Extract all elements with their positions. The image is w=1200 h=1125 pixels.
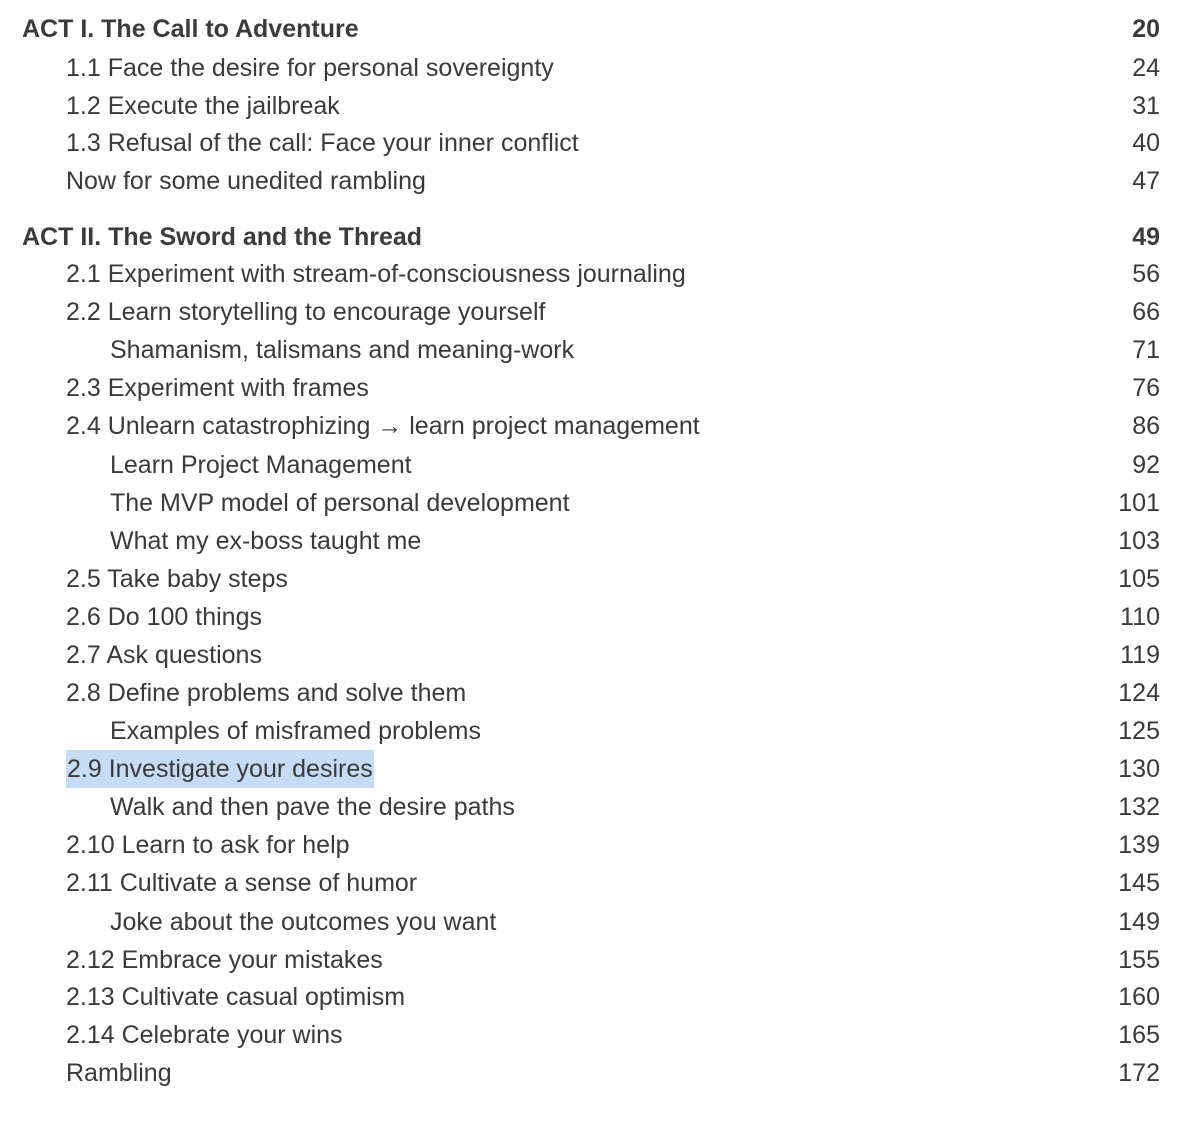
- toc-entry-title: Joke about the outcomes you want: [110, 908, 497, 936]
- toc-entry-page: 86: [1132, 412, 1160, 440]
- toc-entry-2-9[interactable]: [0, 750, 1200, 788]
- toc-entry-title: 2.11 Cultivate a sense of humor: [66, 869, 418, 897]
- toc-entry-page: 20: [1132, 15, 1160, 43]
- toc-entry-learn-pm[interactable]: [0, 446, 1200, 484]
- toc-entry-ex-boss[interactable]: [0, 522, 1200, 560]
- toc-entry-title: 2.5 Take baby steps: [66, 565, 288, 593]
- toc-entry-page: 149: [1118, 908, 1160, 936]
- toc-entry-2-13[interactable]: [0, 978, 1200, 1016]
- toc-entry-page: 172: [1118, 1059, 1160, 1087]
- toc-entry-title: 2.1 Experiment with stream-of-consciousness journaling: [66, 260, 686, 288]
- toc-entry-page: 71: [1132, 336, 1160, 364]
- toc-entry-1-2[interactable]: [0, 87, 1200, 125]
- toc-entry-title: 2.4 Unlearn catastrophizing → learn project management: [66, 412, 700, 440]
- toc-entry-2-10[interactable]: [0, 826, 1200, 864]
- toc-entry-page: 31: [1132, 92, 1160, 120]
- toc-entry-page: 119: [1120, 641, 1160, 669]
- toc-entry-page: 24: [1132, 54, 1160, 82]
- toc-entry-page: 47: [1132, 167, 1160, 195]
- toc-entry-2-12[interactable]: [0, 941, 1200, 979]
- toc-entry-page: 125: [1118, 717, 1160, 745]
- toc-entry-page: 103: [1118, 527, 1160, 555]
- toc-entry-title: 1.2 Execute the jailbreak: [66, 92, 340, 120]
- toc-entry-title: Rambling: [66, 1059, 172, 1087]
- toc-entry-2-7[interactable]: [0, 636, 1200, 674]
- toc-entry-2-1[interactable]: [0, 255, 1200, 293]
- toc-entry-page: 66: [1132, 298, 1160, 326]
- toc-entry-title: Now for some unedited rambling: [66, 167, 426, 195]
- toc-entry-title: ACT II. The Sword and the Thread: [22, 223, 423, 251]
- toc-entry-title-selected: 2.9 Investigate your desires: [66, 750, 374, 788]
- toc-entry-title: Examples of misframed problems: [110, 717, 481, 745]
- toc-entry-2-2[interactable]: [0, 293, 1200, 331]
- toc-entry-misframed[interactable]: [0, 712, 1200, 750]
- toc-entry-act-2[interactable]: [0, 218, 1200, 256]
- toc-entry-title: ACT I. The Call to Adventure: [22, 15, 359, 43]
- toc-entry-page: 110: [1120, 603, 1160, 631]
- toc-entry-page: 40: [1132, 129, 1160, 157]
- toc-entry-desire-paths[interactable]: [0, 788, 1200, 826]
- toc-entry-title: 2.8 Define problems and solve them: [66, 679, 467, 707]
- toc-entry-2-11[interactable]: [0, 864, 1200, 902]
- toc-entry-title: 1.1 Face the desire for personal sovereignty: [66, 54, 554, 82]
- toc-entry-2-4[interactable]: [0, 407, 1200, 445]
- toc-entry-title: 2.10 Learn to ask for help: [66, 831, 350, 859]
- toc-entry-title: What my ex-boss taught me: [110, 527, 422, 555]
- toc-entry-title: The MVP model of personal development: [110, 489, 570, 517]
- toc-entry-title: 2.14 Celebrate your wins: [66, 1021, 343, 1049]
- toc-entry-joke-outcomes[interactable]: [0, 903, 1200, 941]
- toc-entry-2-5[interactable]: [0, 560, 1200, 598]
- toc-entry-page: 132: [1118, 793, 1160, 821]
- toc-entry-page: 92: [1132, 451, 1160, 479]
- toc-entry-rambling-act-2[interactable]: [0, 1054, 1200, 1092]
- toc-entry-title: 2.12 Embrace your mistakes: [66, 946, 383, 974]
- toc-entry-page: 124: [1118, 679, 1160, 707]
- toc-entry-shamanism[interactable]: [0, 331, 1200, 369]
- toc-entry-2-3[interactable]: [0, 369, 1200, 407]
- toc-entry-page: 165: [1118, 1021, 1160, 1049]
- toc-entry-act-1[interactable]: [0, 10, 1200, 48]
- toc-entry-title: 2.6 Do 100 things: [66, 603, 262, 631]
- toc-entry-page: 56: [1132, 260, 1160, 288]
- toc-entry-rambling-act-1[interactable]: [0, 162, 1200, 200]
- toc-entry-title: 2.2 Learn storytelling to encourage yourself: [66, 298, 546, 326]
- toc-entry-2-8[interactable]: [0, 674, 1200, 712]
- toc-entry-page: 76: [1132, 374, 1160, 402]
- toc-entry-title: 2.13 Cultivate casual optimism: [66, 983, 406, 1011]
- toc-entry-page: 101: [1118, 489, 1160, 517]
- toc-entry-2-6[interactable]: [0, 598, 1200, 636]
- toc-entry-title: 2.7 Ask questions: [66, 641, 262, 669]
- toc-entry-page: 49: [1132, 223, 1160, 251]
- toc-entry-title: Shamanism, talismans and meaning-work: [110, 336, 575, 364]
- toc-entry-page: 145: [1118, 869, 1160, 897]
- toc-entry-page: 130: [1118, 755, 1160, 783]
- toc-entry-mvp-model[interactable]: [0, 484, 1200, 522]
- toc-entry-title: Walk and then pave the desire paths: [110, 793, 515, 821]
- toc-entry-1-1[interactable]: [0, 49, 1200, 87]
- toc-entry-title: 1.3 Refusal of the call: Face your inner conflict: [66, 129, 579, 157]
- toc-entry-title: Learn Project Management: [110, 451, 412, 479]
- toc-entry-1-3[interactable]: [0, 124, 1200, 162]
- toc-entry-title: 2.3 Experiment with frames: [66, 374, 369, 402]
- toc-entry-page: 160: [1118, 983, 1160, 1011]
- toc-entry-page: 139: [1118, 831, 1160, 859]
- toc-entry-page: 105: [1118, 565, 1160, 593]
- toc-entry-2-14[interactable]: [0, 1016, 1200, 1054]
- toc-entry-page: 155: [1118, 946, 1160, 974]
